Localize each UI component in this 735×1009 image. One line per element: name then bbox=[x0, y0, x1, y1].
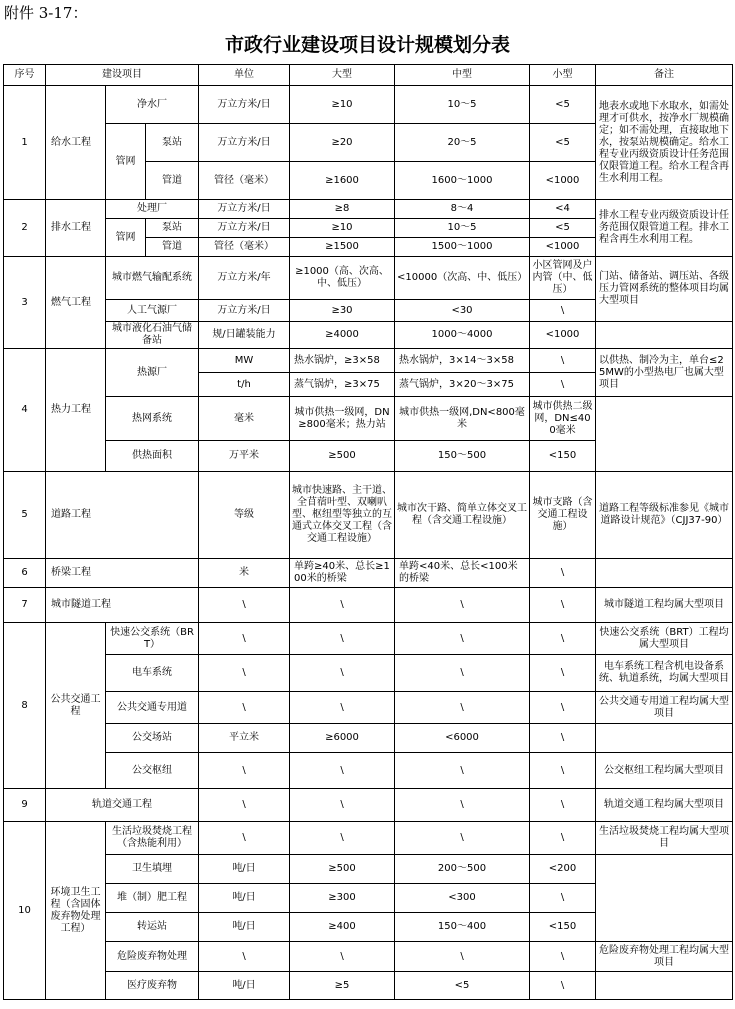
sub-item: 城市液化石油气储备站 bbox=[106, 322, 199, 349]
row-no: 2 bbox=[4, 200, 46, 257]
medium-cell: \ bbox=[395, 789, 530, 822]
row-no: 1 bbox=[4, 86, 46, 200]
large-cell: 城市供热一级网，DN≥800毫米；热力站 bbox=[290, 397, 395, 441]
medium-cell: 城市次干路、简单立体交叉工程（含交通工程设施） bbox=[395, 472, 530, 559]
note-cell: 轨道交通工程均属大型项目 bbox=[596, 789, 733, 822]
medium-cell: 单跨<40米、总长<100米的桥梁 bbox=[395, 559, 530, 588]
medium-cell: 10～5 bbox=[395, 219, 530, 238]
table-row bbox=[4, 655, 733, 692]
project-name: 排水工程 bbox=[46, 200, 106, 257]
large-cell: ≥6000 bbox=[290, 724, 395, 753]
table-row bbox=[4, 623, 733, 655]
unit-cell: 米 bbox=[199, 559, 290, 588]
sub-item: 卫生填埋 bbox=[106, 855, 199, 884]
sub-item: 转运站 bbox=[106, 913, 199, 942]
small-cell: \ bbox=[530, 349, 596, 373]
small-cell: <1000 bbox=[530, 322, 596, 349]
unit-cell: 万平米 bbox=[199, 441, 290, 472]
note-cell: 以供热、制冷为主，单台≤25MW的小型热电厂也属大型项目 bbox=[596, 349, 733, 397]
medium-cell: 1000～4000 bbox=[395, 322, 530, 349]
note-cell: 电车系统工程含机电设备系统、轨道系统，均属大型项目 bbox=[596, 655, 733, 692]
large-cell: ≥1000（高、次高、中、低压） bbox=[290, 257, 395, 300]
unit-cell: MW bbox=[199, 349, 290, 373]
medium-cell: 1500～1000 bbox=[395, 238, 530, 257]
sub-item: 电车系统 bbox=[106, 655, 199, 692]
small-cell: \ bbox=[530, 884, 596, 913]
table-row bbox=[4, 789, 733, 822]
project-name: 燃气工程 bbox=[46, 257, 106, 349]
table-row bbox=[4, 753, 733, 789]
medium-cell: 蒸气锅炉，3×20～3×75 bbox=[395, 373, 530, 397]
small-cell: \ bbox=[530, 822, 596, 855]
small-cell: \ bbox=[530, 942, 596, 972]
small-cell: \ bbox=[530, 972, 596, 1000]
table-row bbox=[4, 588, 733, 623]
project-name: 桥梁工程 bbox=[46, 559, 199, 588]
table-row bbox=[4, 972, 733, 1000]
large-cell: ≥10 bbox=[290, 86, 395, 124]
small-cell: 城市供热二级网，DN≤400毫米 bbox=[530, 397, 596, 441]
project-name: 城市隧道工程 bbox=[46, 588, 199, 623]
row-no: 8 bbox=[4, 623, 46, 789]
large-cell: ≥10 bbox=[290, 219, 395, 238]
medium-cell: 150～500 bbox=[395, 441, 530, 472]
large-cell: \ bbox=[290, 588, 395, 623]
unit-cell: t/h bbox=[199, 373, 290, 397]
unit-cell: 万立方米/日 bbox=[199, 86, 290, 124]
scale-table bbox=[3, 64, 733, 1000]
sub-item: 处理厂 bbox=[106, 200, 199, 219]
small-cell: <5 bbox=[530, 86, 596, 124]
large-cell: ≥30 bbox=[290, 300, 395, 322]
row-no: 5 bbox=[4, 472, 46, 559]
sub-item: 热源厂 bbox=[106, 349, 199, 397]
small-cell: \ bbox=[530, 623, 596, 655]
medium-cell: <5 bbox=[395, 972, 530, 1000]
note-cell: 道路工程等级标准参见《城市道路设计规范》（CJJ37-90） bbox=[596, 472, 733, 559]
project-name: 环境卫生工程（含固体废弃物处理工程） bbox=[46, 822, 106, 1000]
header-large: 大型 bbox=[290, 65, 395, 86]
note-cell: 危险废弃物处理工程均属大型项目 bbox=[596, 942, 733, 972]
note-cell: 城市隧道工程均属大型项目 bbox=[596, 588, 733, 623]
table-row bbox=[4, 472, 733, 559]
note-cell bbox=[596, 855, 733, 942]
project-name: 给水工程 bbox=[46, 86, 106, 200]
medium-cell: <300 bbox=[395, 884, 530, 913]
unit-cell: 万立方米/日 bbox=[199, 219, 290, 238]
small-cell: \ bbox=[530, 655, 596, 692]
unit-cell: \ bbox=[199, 588, 290, 623]
medium-cell: <10000（次高、中、低压） bbox=[395, 257, 530, 300]
note-cell bbox=[596, 972, 733, 1000]
row-no: 4 bbox=[4, 349, 46, 472]
large-cell: 单跨≥40米、总长≥100米的桥梁 bbox=[290, 559, 395, 588]
small-cell: \ bbox=[530, 373, 596, 397]
note-cell bbox=[596, 724, 733, 753]
unit-cell: 平立米 bbox=[199, 724, 290, 753]
header-small: 小型 bbox=[530, 65, 596, 86]
table-row bbox=[4, 559, 733, 588]
medium-cell: 热水锅炉，3×14～3×58 bbox=[395, 349, 530, 373]
header-medium: 中型 bbox=[395, 65, 530, 86]
unit-cell: 吨/日 bbox=[199, 913, 290, 942]
large-cell: ≥500 bbox=[290, 855, 395, 884]
sub-item: 热网系统 bbox=[106, 397, 199, 441]
medium-cell: \ bbox=[395, 942, 530, 972]
sub-item: 公共交通专用道 bbox=[106, 692, 199, 724]
table-row bbox=[4, 942, 733, 972]
unit-cell: 吨/日 bbox=[199, 855, 290, 884]
project-name: 轨道交通工程 bbox=[46, 789, 199, 822]
large-cell: \ bbox=[290, 822, 395, 855]
sub-item: 泵站 bbox=[146, 219, 199, 238]
sub-group: 管网 bbox=[106, 124, 146, 200]
medium-cell: <6000 bbox=[395, 724, 530, 753]
unit-cell: 管径（毫米） bbox=[199, 162, 290, 200]
medium-cell: <30 bbox=[395, 300, 530, 322]
medium-cell: \ bbox=[395, 655, 530, 692]
sub-item: 净水厂 bbox=[106, 86, 199, 124]
row-no: 3 bbox=[4, 257, 46, 349]
row-no: 10 bbox=[4, 822, 46, 1000]
large-cell: \ bbox=[290, 753, 395, 789]
large-cell: \ bbox=[290, 692, 395, 724]
sub-item: 公交枢纽 bbox=[106, 753, 199, 789]
small-cell: <1000 bbox=[530, 238, 596, 257]
unit-cell: 毫米 bbox=[199, 397, 290, 441]
sub-item: 城市燃气输配系统 bbox=[106, 257, 199, 300]
small-cell: 城市支路（含交通工程设施） bbox=[530, 472, 596, 559]
small-cell: \ bbox=[530, 724, 596, 753]
small-cell: <200 bbox=[530, 855, 596, 884]
medium-cell: \ bbox=[395, 822, 530, 855]
large-cell: ≥1500 bbox=[290, 238, 395, 257]
note-cell: 地表水或地下水取水，如需处理才可供水，按净水厂规模确定；如不需处理，直接取地下水，按泵站规模确定。给水工程专业丙级资质设计任务范围仅限管道工程。给水工程含再生水利用工程。 bbox=[596, 86, 733, 200]
small-cell: <5 bbox=[530, 124, 596, 162]
sub-item: 堆（制）肥工程 bbox=[106, 884, 199, 913]
sub-item: 管道 bbox=[146, 162, 199, 200]
unit-cell: 万立方米/日 bbox=[199, 124, 290, 162]
row-no: 9 bbox=[4, 789, 46, 822]
project-name: 热力工程 bbox=[46, 349, 106, 472]
medium-cell: \ bbox=[395, 692, 530, 724]
table-row bbox=[4, 397, 733, 441]
large-cell: 热水锅炉，≥3×58 bbox=[290, 349, 395, 373]
unit-cell: 规/日罐装能力 bbox=[199, 322, 290, 349]
unit-cell: 管径（毫米） bbox=[199, 238, 290, 257]
small-cell: \ bbox=[530, 300, 596, 322]
table-header-row bbox=[4, 65, 733, 86]
table-row bbox=[4, 692, 733, 724]
table-row bbox=[4, 322, 733, 349]
table-row bbox=[4, 200, 733, 219]
small-cell: \ bbox=[530, 789, 596, 822]
sub-item: 医疗废弃物 bbox=[106, 972, 199, 1000]
note-cell: 排水工程专业丙级资质设计任务范围仅限管道工程。排水工程含再生水利用工程。 bbox=[596, 200, 733, 257]
unit-cell: 万立方米/年 bbox=[199, 257, 290, 300]
unit-cell: 吨/日 bbox=[199, 884, 290, 913]
large-cell: ≥20 bbox=[290, 124, 395, 162]
unit-cell: \ bbox=[199, 789, 290, 822]
attachment-label: 附件 3-17： bbox=[4, 4, 88, 22]
row-no: 6 bbox=[4, 559, 46, 588]
row-no: 7 bbox=[4, 588, 46, 623]
unit-cell: \ bbox=[199, 623, 290, 655]
small-cell: <4 bbox=[530, 200, 596, 219]
sub-item: 快速公交系统（BRT） bbox=[106, 623, 199, 655]
note-cell bbox=[596, 322, 733, 349]
project-name: 道路工程 bbox=[46, 472, 199, 559]
small-cell: \ bbox=[530, 692, 596, 724]
large-cell: ≥400 bbox=[290, 913, 395, 942]
medium-cell: \ bbox=[395, 588, 530, 623]
note-cell: 公共交通专用道工程均属大型项目 bbox=[596, 692, 733, 724]
large-cell: \ bbox=[290, 655, 395, 692]
small-cell: 小区管网及户内管（中、低压） bbox=[530, 257, 596, 300]
small-cell: <1000 bbox=[530, 162, 596, 200]
table-row bbox=[4, 855, 733, 884]
note-cell: 生活垃圾焚烧工程均属大型项目 bbox=[596, 822, 733, 855]
medium-cell: \ bbox=[395, 623, 530, 655]
table-row bbox=[4, 724, 733, 753]
medium-cell: \ bbox=[395, 753, 530, 789]
header-note: 备注 bbox=[596, 65, 733, 86]
header-item: 建设项目 bbox=[46, 65, 199, 86]
unit-cell: \ bbox=[199, 942, 290, 972]
large-cell: \ bbox=[290, 623, 395, 655]
note-cell bbox=[596, 559, 733, 588]
sub-item: 危险废弃物处理 bbox=[106, 942, 199, 972]
large-cell: \ bbox=[290, 789, 395, 822]
unit-cell: \ bbox=[199, 692, 290, 724]
unit-cell: \ bbox=[199, 822, 290, 855]
large-cell: ≥8 bbox=[290, 200, 395, 219]
small-cell: \ bbox=[530, 753, 596, 789]
note-cell: 公交枢纽工程均属大型项目 bbox=[596, 753, 733, 789]
sub-item: 泵站 bbox=[146, 124, 199, 162]
unit-cell: 万立方米/日 bbox=[199, 300, 290, 322]
table-row bbox=[4, 86, 733, 124]
large-cell: ≥300 bbox=[290, 884, 395, 913]
sub-item: 生活垃圾焚烧工程（含热能利用） bbox=[106, 822, 199, 855]
note-cell: 快速公交系统（BRT）工程均属大型项目 bbox=[596, 623, 733, 655]
medium-cell: 10～5 bbox=[395, 86, 530, 124]
medium-cell: 20～5 bbox=[395, 124, 530, 162]
large-cell: 蒸气锅炉，≥3×75 bbox=[290, 373, 395, 397]
table-row bbox=[4, 822, 733, 855]
page-title: 市政行业建设项目设计规模划分表 bbox=[224, 34, 510, 56]
unit-cell: \ bbox=[199, 655, 290, 692]
large-cell: ≥500 bbox=[290, 441, 395, 472]
large-cell: 城市快速路、主干道、全苜蓿叶型、双喇叭型、枢纽型等独立的互通式立体交叉工程（含交通工程设施） bbox=[290, 472, 395, 559]
large-cell: ≥5 bbox=[290, 972, 395, 1000]
sub-group: 管网 bbox=[106, 219, 146, 257]
project-name: 公共交通工程 bbox=[46, 623, 106, 789]
unit-cell: 等级 bbox=[199, 472, 290, 559]
sub-item: 管道 bbox=[146, 238, 199, 257]
large-cell: ≥4000 bbox=[290, 322, 395, 349]
unit-cell: \ bbox=[199, 753, 290, 789]
table-row bbox=[4, 349, 733, 373]
small-cell: <5 bbox=[530, 219, 596, 238]
unit-cell: 吨/日 bbox=[199, 972, 290, 1000]
small-cell: \ bbox=[530, 588, 596, 623]
sub-item: 供热面积 bbox=[106, 441, 199, 472]
note-cell bbox=[596, 397, 733, 472]
medium-cell: 1600～1000 bbox=[395, 162, 530, 200]
table-row bbox=[4, 257, 733, 300]
unit-cell: 万立方米/日 bbox=[199, 200, 290, 219]
note-cell: 门站、储备站、调压站、各级压力管网系统的整体项目均属大型项目 bbox=[596, 257, 733, 322]
medium-cell: 8～4 bbox=[395, 200, 530, 219]
large-cell: \ bbox=[290, 942, 395, 972]
header-no: 序号 bbox=[4, 65, 46, 86]
medium-cell: 城市供热一级网,DN<800毫米 bbox=[395, 397, 530, 441]
sub-item: 公交场站 bbox=[106, 724, 199, 753]
medium-cell: 150～400 bbox=[395, 913, 530, 942]
medium-cell: 200～500 bbox=[395, 855, 530, 884]
sub-item: 人工气源厂 bbox=[106, 300, 199, 322]
header-unit: 单位 bbox=[199, 65, 290, 86]
small-cell: <150 bbox=[530, 441, 596, 472]
large-cell: ≥1600 bbox=[290, 162, 395, 200]
small-cell: \ bbox=[530, 559, 596, 588]
small-cell: <150 bbox=[530, 913, 596, 942]
